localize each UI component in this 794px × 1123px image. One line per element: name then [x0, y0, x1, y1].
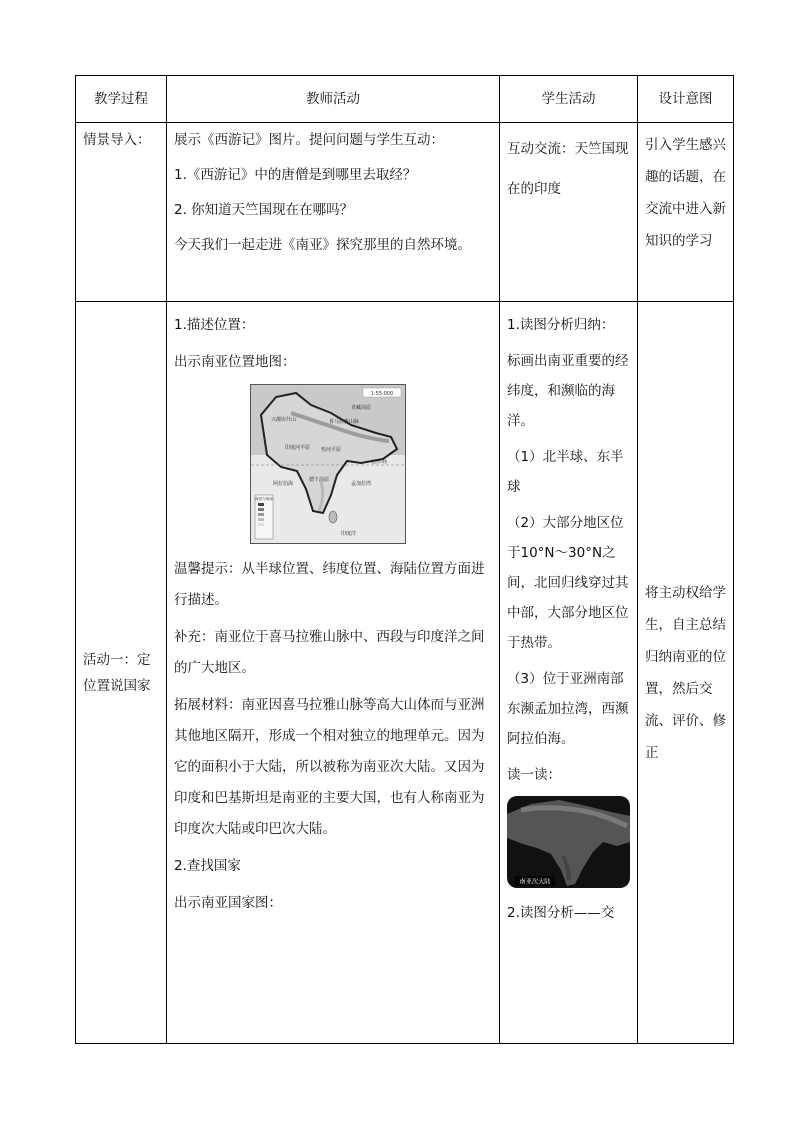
map-label-indus: 印度河平原: [285, 445, 311, 451]
lesson-plan-table: [75, 75, 734, 1044]
satellite-graphic: [507, 796, 630, 888]
map-label-arabian: 阿拉伯海: [273, 481, 294, 487]
student-activity-one: [500, 302, 638, 1044]
map-label-tropic: 北回归线: [371, 459, 387, 464]
map-label-hindukush: 兴都库什山: [271, 417, 297, 423]
map-label-tibet: 青藏高原: [351, 405, 372, 411]
student-intro-text: 互动交流：天竺国现在的印度: [507, 141, 629, 197]
teacher-intro-line: 展示《西游记》图片。提问问题与学生互动：: [174, 132, 444, 148]
show-country-map-text: 出示南亚国家图：: [174, 895, 282, 911]
student-answer-1: （1）北半球、东半球: [507, 449, 624, 495]
student-mark-task: 标画出南亚重要的经纬度，和濒临的海洋。: [507, 353, 629, 429]
supplement-text: 补充：南亚位于喜马拉雅山脉中、西段与印度洋之间的广大地区。: [174, 629, 485, 676]
map-graphic: [251, 385, 405, 543]
photo-caption: 南亚次大陆: [519, 878, 551, 886]
header-student: 学生活动: [500, 76, 638, 123]
read-label: 读一读：: [507, 767, 561, 783]
map-scale: 1:55 000: [370, 391, 394, 397]
teacher-intro-line: 2. 你知道天竺国现在在哪吗？: [174, 202, 354, 218]
map-label-indian-ocean: 印度洋: [341, 531, 357, 537]
teacher-intro-line: 今天我们一起走进《南亚》探究那里的自然环境。: [174, 237, 471, 253]
student-answer-2: （2）大部分地区位于10°N～30°N之间，北回归线穿过其中部，大部分地区位于热带。: [507, 515, 629, 651]
header-intent: 设计意图: [638, 76, 734, 123]
intent-activity-one: 将主动权给学生，自主总结归纳南亚的位置，然后交流、评价、修正: [638, 302, 734, 1044]
header-row: [76, 76, 734, 123]
stage-activity-one: 活动一：定位置说国家: [76, 302, 167, 1044]
map-legend-title: 海拔与海深: [255, 497, 273, 501]
map-label-deccan: 德干高原: [309, 477, 330, 483]
student-read-title: 1.读图分析归纳：: [507, 317, 615, 333]
student-intro: [500, 123, 638, 302]
subcontinent-photo: [507, 796, 630, 888]
map-label-himalaya: 喜马拉雅山脉: [329, 419, 360, 425]
tip-text: 温馨提示：从半球位置、纬度位置、海陆位置方面进行描述。: [174, 561, 485, 608]
find-country-title: 2.查找国家: [174, 858, 241, 874]
south-asia-location-map: [250, 384, 406, 544]
teacher-intro-line: 1.《西游记》中的唐僧是到哪里去取经？: [174, 167, 417, 183]
map-label-bengal: 孟加拉湾: [351, 481, 372, 487]
header-teacher: 教师活动: [167, 76, 500, 123]
teacher-intro: [167, 123, 500, 302]
header-stage: 教学过程: [76, 76, 167, 123]
intent-intro: 引入学生感兴趣的话题，在交流中进入新知识的学习: [638, 123, 734, 302]
map-label-ganges: 恒河平原: [321, 447, 342, 453]
teacher-activity-one: [167, 302, 500, 1044]
show-map-text: 出示南亚位置地图：: [174, 354, 296, 370]
table-row: [76, 123, 734, 302]
student-answer-3: （3）位于亚洲南部东濒孟加拉湾，西濒阿拉伯海。: [507, 671, 629, 747]
table-row: [76, 302, 734, 1044]
stage-intro: 情景导入：: [76, 123, 167, 302]
describe-title: 1.描述位置：: [174, 317, 255, 333]
analysis-title: 2.读图分析——交: [507, 905, 615, 921]
extension-text: 拓展材料：南亚因喜马拉雅山脉等高大山体而与亚洲其他地区隔开，形成一个相对独立的地理单元。因为它的面积小于大陆，所以被称为南亚次大陆。又因为印度和巴基斯坦是南亚的主要大国，也有人称南亚为印度次大陆或印巴次大陆。: [174, 697, 485, 837]
